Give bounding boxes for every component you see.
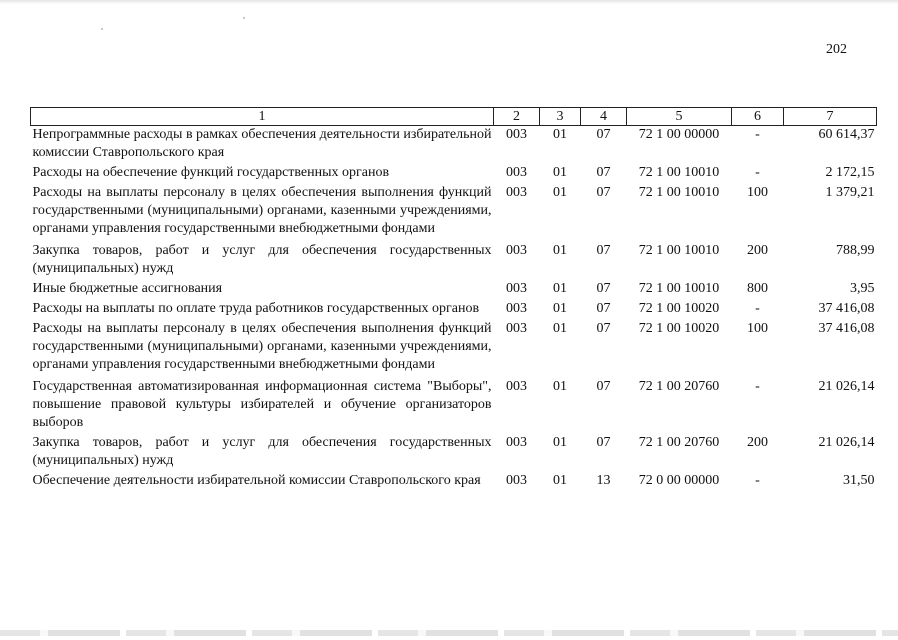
admin-code: 003 xyxy=(506,321,527,336)
section-code: 01 xyxy=(553,281,567,296)
target-article: 72 1 00 20760 xyxy=(638,379,720,394)
admin-code: 003 xyxy=(506,473,527,488)
expense-type: - xyxy=(755,473,760,488)
table-row xyxy=(31,320,877,378)
budget-table xyxy=(30,107,877,492)
expense-name: Непрограммные расходы в рамках обеспечения деятельности избирательной комиссии Ставропольского края xyxy=(32,127,492,160)
table-row xyxy=(31,472,877,492)
expense-type: - xyxy=(755,127,760,142)
subsection-code: 07 xyxy=(596,435,611,450)
subsection-code: 07 xyxy=(596,127,611,142)
amount: 37 416,08 xyxy=(818,301,875,316)
subsection-code: 07 xyxy=(596,243,611,258)
admin-code: 003 xyxy=(506,435,527,450)
subsection-code: 07 xyxy=(596,165,611,180)
header-cell: 1 xyxy=(31,108,494,126)
section-code: 01 xyxy=(553,473,567,488)
expense-name: Расходы на выплаты персоналу в целях обеспечения выполнения функций государственными (муниципальными) органами, казенными учреждениями, органами управления государственными внебюджетными фондами xyxy=(32,185,492,236)
admin-code: 003 xyxy=(506,127,527,142)
expense-name: Государственная автоматизированная информационная система "Выборы", повышение правовой культуры избирателей и обучение организаторов выборов xyxy=(32,379,492,430)
admin-code: 003 xyxy=(506,301,527,316)
section-code: 01 xyxy=(553,185,567,200)
table-row xyxy=(31,242,877,280)
expense-type: 100 xyxy=(747,321,768,336)
subsection-code: 13 xyxy=(596,473,611,488)
amount: 31,50 xyxy=(843,473,875,488)
table-row xyxy=(31,184,877,242)
expense-type: - xyxy=(755,379,760,394)
target-article: 72 1 00 10010 xyxy=(638,165,720,180)
scan-speck xyxy=(243,17,245,19)
target-article: 72 1 00 10010 xyxy=(638,243,720,258)
header-cell: 7 xyxy=(784,108,877,126)
expense-name: Закупка товаров, работ и услуг для обеспечения государственных (муниципальных) нужд xyxy=(32,435,492,468)
subsection-code: 07 xyxy=(596,301,611,316)
amount: 1 379,21 xyxy=(825,185,875,200)
admin-code: 003 xyxy=(506,243,527,258)
section-code: 01 xyxy=(553,127,567,142)
section-code: 01 xyxy=(553,243,567,258)
target-article: 72 1 00 00000 xyxy=(638,127,720,142)
expense-type: 100 xyxy=(747,185,768,200)
section-code: 01 xyxy=(553,435,567,450)
amount: 3,95 xyxy=(850,281,875,296)
header-cell: 3 xyxy=(540,108,581,126)
table-row xyxy=(31,126,877,165)
expense-name: Иные бюджетные ассигнования xyxy=(32,281,223,296)
scan-bottom-edge xyxy=(0,630,898,636)
expense-name: Расходы на обеспечение функций государственных органов xyxy=(32,165,390,180)
target-article: 72 1 00 10010 xyxy=(638,185,720,200)
section-code: 01 xyxy=(553,301,567,316)
expense-type: 200 xyxy=(747,243,768,258)
expense-type: 800 xyxy=(747,281,768,296)
table-row xyxy=(31,280,877,300)
table-row xyxy=(31,434,877,472)
expense-name: Обеспечение деятельности избирательной комиссии Ставропольского края xyxy=(32,473,481,488)
admin-code: 003 xyxy=(506,379,527,394)
section-code: 01 xyxy=(553,379,567,394)
section-code: 01 xyxy=(553,165,567,180)
subsection-code: 07 xyxy=(596,321,611,336)
amount: 788,99 xyxy=(836,243,875,258)
target-article: 72 1 00 20760 xyxy=(638,435,720,450)
scan-speck xyxy=(101,28,103,30)
expense-type: - xyxy=(755,165,760,180)
amount: 60 614,37 xyxy=(818,127,875,142)
subsection-code: 07 xyxy=(596,281,611,296)
header-cell: 2 xyxy=(494,108,540,126)
header-cell: 5 xyxy=(627,108,732,126)
table-row xyxy=(31,164,877,184)
header-cell: 6 xyxy=(732,108,784,126)
subsection-code: 07 xyxy=(596,185,611,200)
admin-code: 003 xyxy=(506,281,527,296)
amount: 37 416,08 xyxy=(818,321,875,336)
amount: 21 026,14 xyxy=(818,379,875,394)
subsection-code: 07 xyxy=(596,379,611,394)
scan-top-edge xyxy=(0,0,898,4)
table-row xyxy=(31,300,877,320)
expense-type: 200 xyxy=(747,435,768,450)
target-article: 72 1 00 10020 xyxy=(638,301,720,316)
admin-code: 003 xyxy=(506,185,527,200)
page-number: 202 xyxy=(826,42,847,57)
target-article: 72 0 00 00000 xyxy=(638,473,720,488)
target-article: 72 1 00 10020 xyxy=(638,321,720,336)
expense-name: Расходы на выплаты персоналу в целях обеспечения выполнения функций государственными (муниципальными) органами, казенными учреждениями, органами управления государственными внебюджетными фондами xyxy=(32,321,492,372)
admin-code: 003 xyxy=(506,165,527,180)
expense-name: Расходы на выплаты по оплате труда работников государственных органов xyxy=(32,301,480,316)
amount: 21 026,14 xyxy=(818,435,875,450)
expense-name: Закупка товаров, работ и услуг для обеспечения государственных (муниципальных) нужд xyxy=(32,243,492,276)
section-code: 01 xyxy=(553,321,567,336)
target-article: 72 1 00 10010 xyxy=(638,281,720,296)
header-cell: 4 xyxy=(581,108,627,126)
amount: 2 172,15 xyxy=(825,165,875,180)
table-row xyxy=(31,378,877,434)
expense-type: - xyxy=(755,301,760,316)
header-row xyxy=(31,108,877,126)
